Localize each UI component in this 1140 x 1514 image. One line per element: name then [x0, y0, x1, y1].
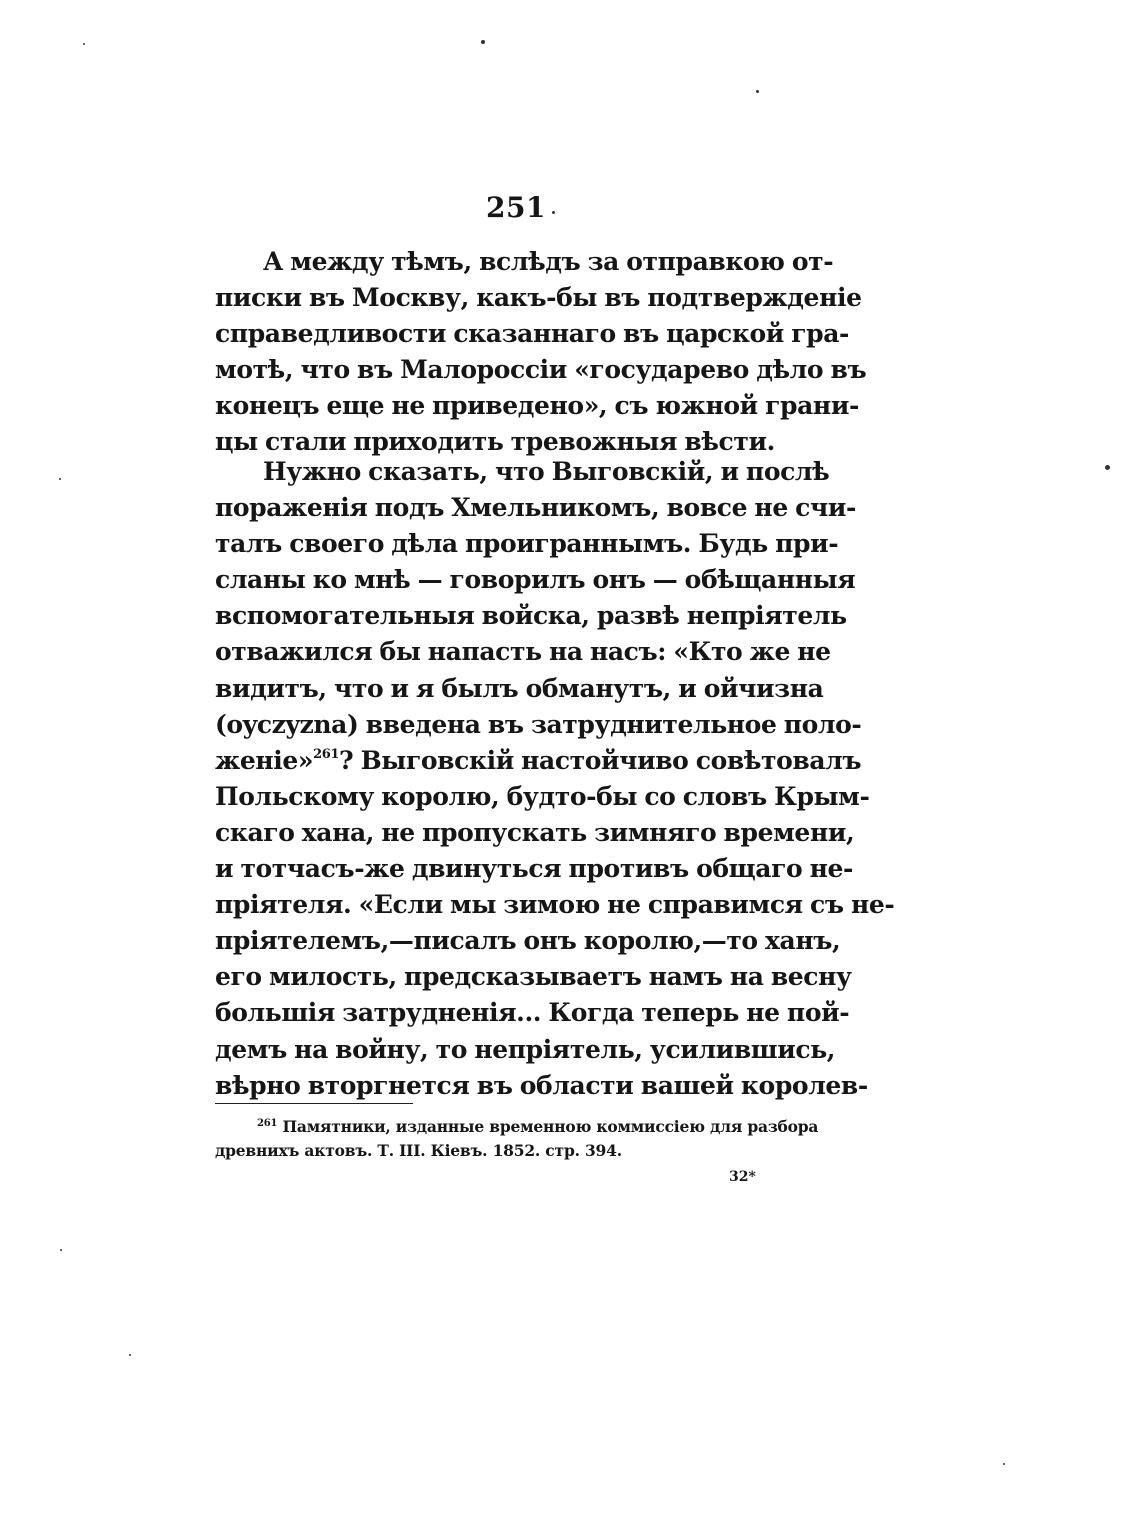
- footnote-divider: [215, 1103, 413, 1104]
- scan-speck: [481, 40, 485, 44]
- footnote-line: древнихъ актовъ. Т. III. Кіевъ. 1852. стр. 394.: [215, 1141, 622, 1160]
- scan-speck: [1105, 465, 1110, 470]
- text-line: цы стали приходить тревожныя вѣсти.: [215, 427, 775, 457]
- scan-speck: [1003, 1463, 1005, 1465]
- text-line: большія затрудненія... Когда теперь не пой-: [215, 998, 850, 1028]
- text-fragment: ? Выговскій настойчиво совѣтовалъ: [339, 745, 862, 775]
- scan-speck: [129, 1354, 131, 1356]
- text-line: его милость, предсказываетъ намъ на весну: [215, 962, 852, 992]
- text-line: А между тѣмъ, вслѣдъ за отправкою от-: [263, 247, 834, 276]
- text-line: (oyczyzna) введена въ затруднительное поло-: [215, 709, 862, 739]
- text-line: пріятеля. «Если мы зимою не справимся съ не-: [215, 890, 895, 920]
- footnote-reference: 261: [313, 746, 340, 762]
- paragraph-1: [215, 244, 867, 461]
- footnote: [215, 1115, 819, 1163]
- text-line: демъ на войну, то непріятель, усилившись,: [215, 1034, 836, 1064]
- scan-speck: [83, 43, 85, 45]
- text-line: отважился бы напасть на насъ: «Кто же не: [215, 637, 831, 667]
- text-line: вспомогательныя войска, развѣ непріятель: [215, 601, 847, 631]
- footnote-line: [215, 1115, 819, 1139]
- text-line: сланы ко мнѣ — говорилъ онъ — обѣщанныя: [215, 565, 856, 595]
- text-line: скаго хана, не пропускать зимняго времени,: [215, 817, 855, 847]
- text-line: конецъ еще не приведено», съ южной грани-: [215, 391, 859, 421]
- signature-mark: 32*: [729, 1169, 756, 1185]
- text-fragment: женіе»: [215, 745, 314, 775]
- footnote-number: 261: [257, 1118, 278, 1129]
- text-line: писки въ Москву, какъ-бы въ подтвержденіе: [215, 283, 862, 313]
- text-line: Нужно сказать, что Выговскій, и послѣ: [263, 457, 830, 486]
- text-line: видитъ, что и я былъ обманутъ, и ойчизна: [215, 673, 824, 703]
- page-number: 251: [486, 191, 546, 224]
- text-line: Польскому королю, будто-бы со словъ Крым-: [215, 781, 870, 811]
- text-line: вѣрно вторгнется въ области вашей королев-: [215, 1070, 868, 1100]
- footnote-text: Памятники, изданные временною коммиссіею для разбора: [282, 1117, 819, 1136]
- scan-speck: [756, 90, 759, 93]
- text-line: пріятелемъ,—писалъ онъ королю,—то ханъ,: [215, 926, 841, 956]
- scan-speck: [59, 478, 61, 480]
- text-line: талъ своего дѣла проиграннымъ. Будь при-: [215, 529, 839, 559]
- text-line: мотѣ, что въ Малороссіи «государево дѣло въ: [215, 355, 867, 385]
- scan-speck: [552, 211, 555, 214]
- text-line: справедливости сказаннаго въ царской гра-: [215, 319, 850, 349]
- text-line: и тотчасъ-же двинуться противъ общаго не-: [215, 854, 853, 884]
- paragraph-2: [215, 454, 895, 1104]
- text-line: пораженія подъ Хмельникомъ, вовсе не счи-: [215, 493, 856, 523]
- scan-speck: [60, 1249, 62, 1251]
- text-line-with-footnote-ref: [215, 743, 862, 779]
